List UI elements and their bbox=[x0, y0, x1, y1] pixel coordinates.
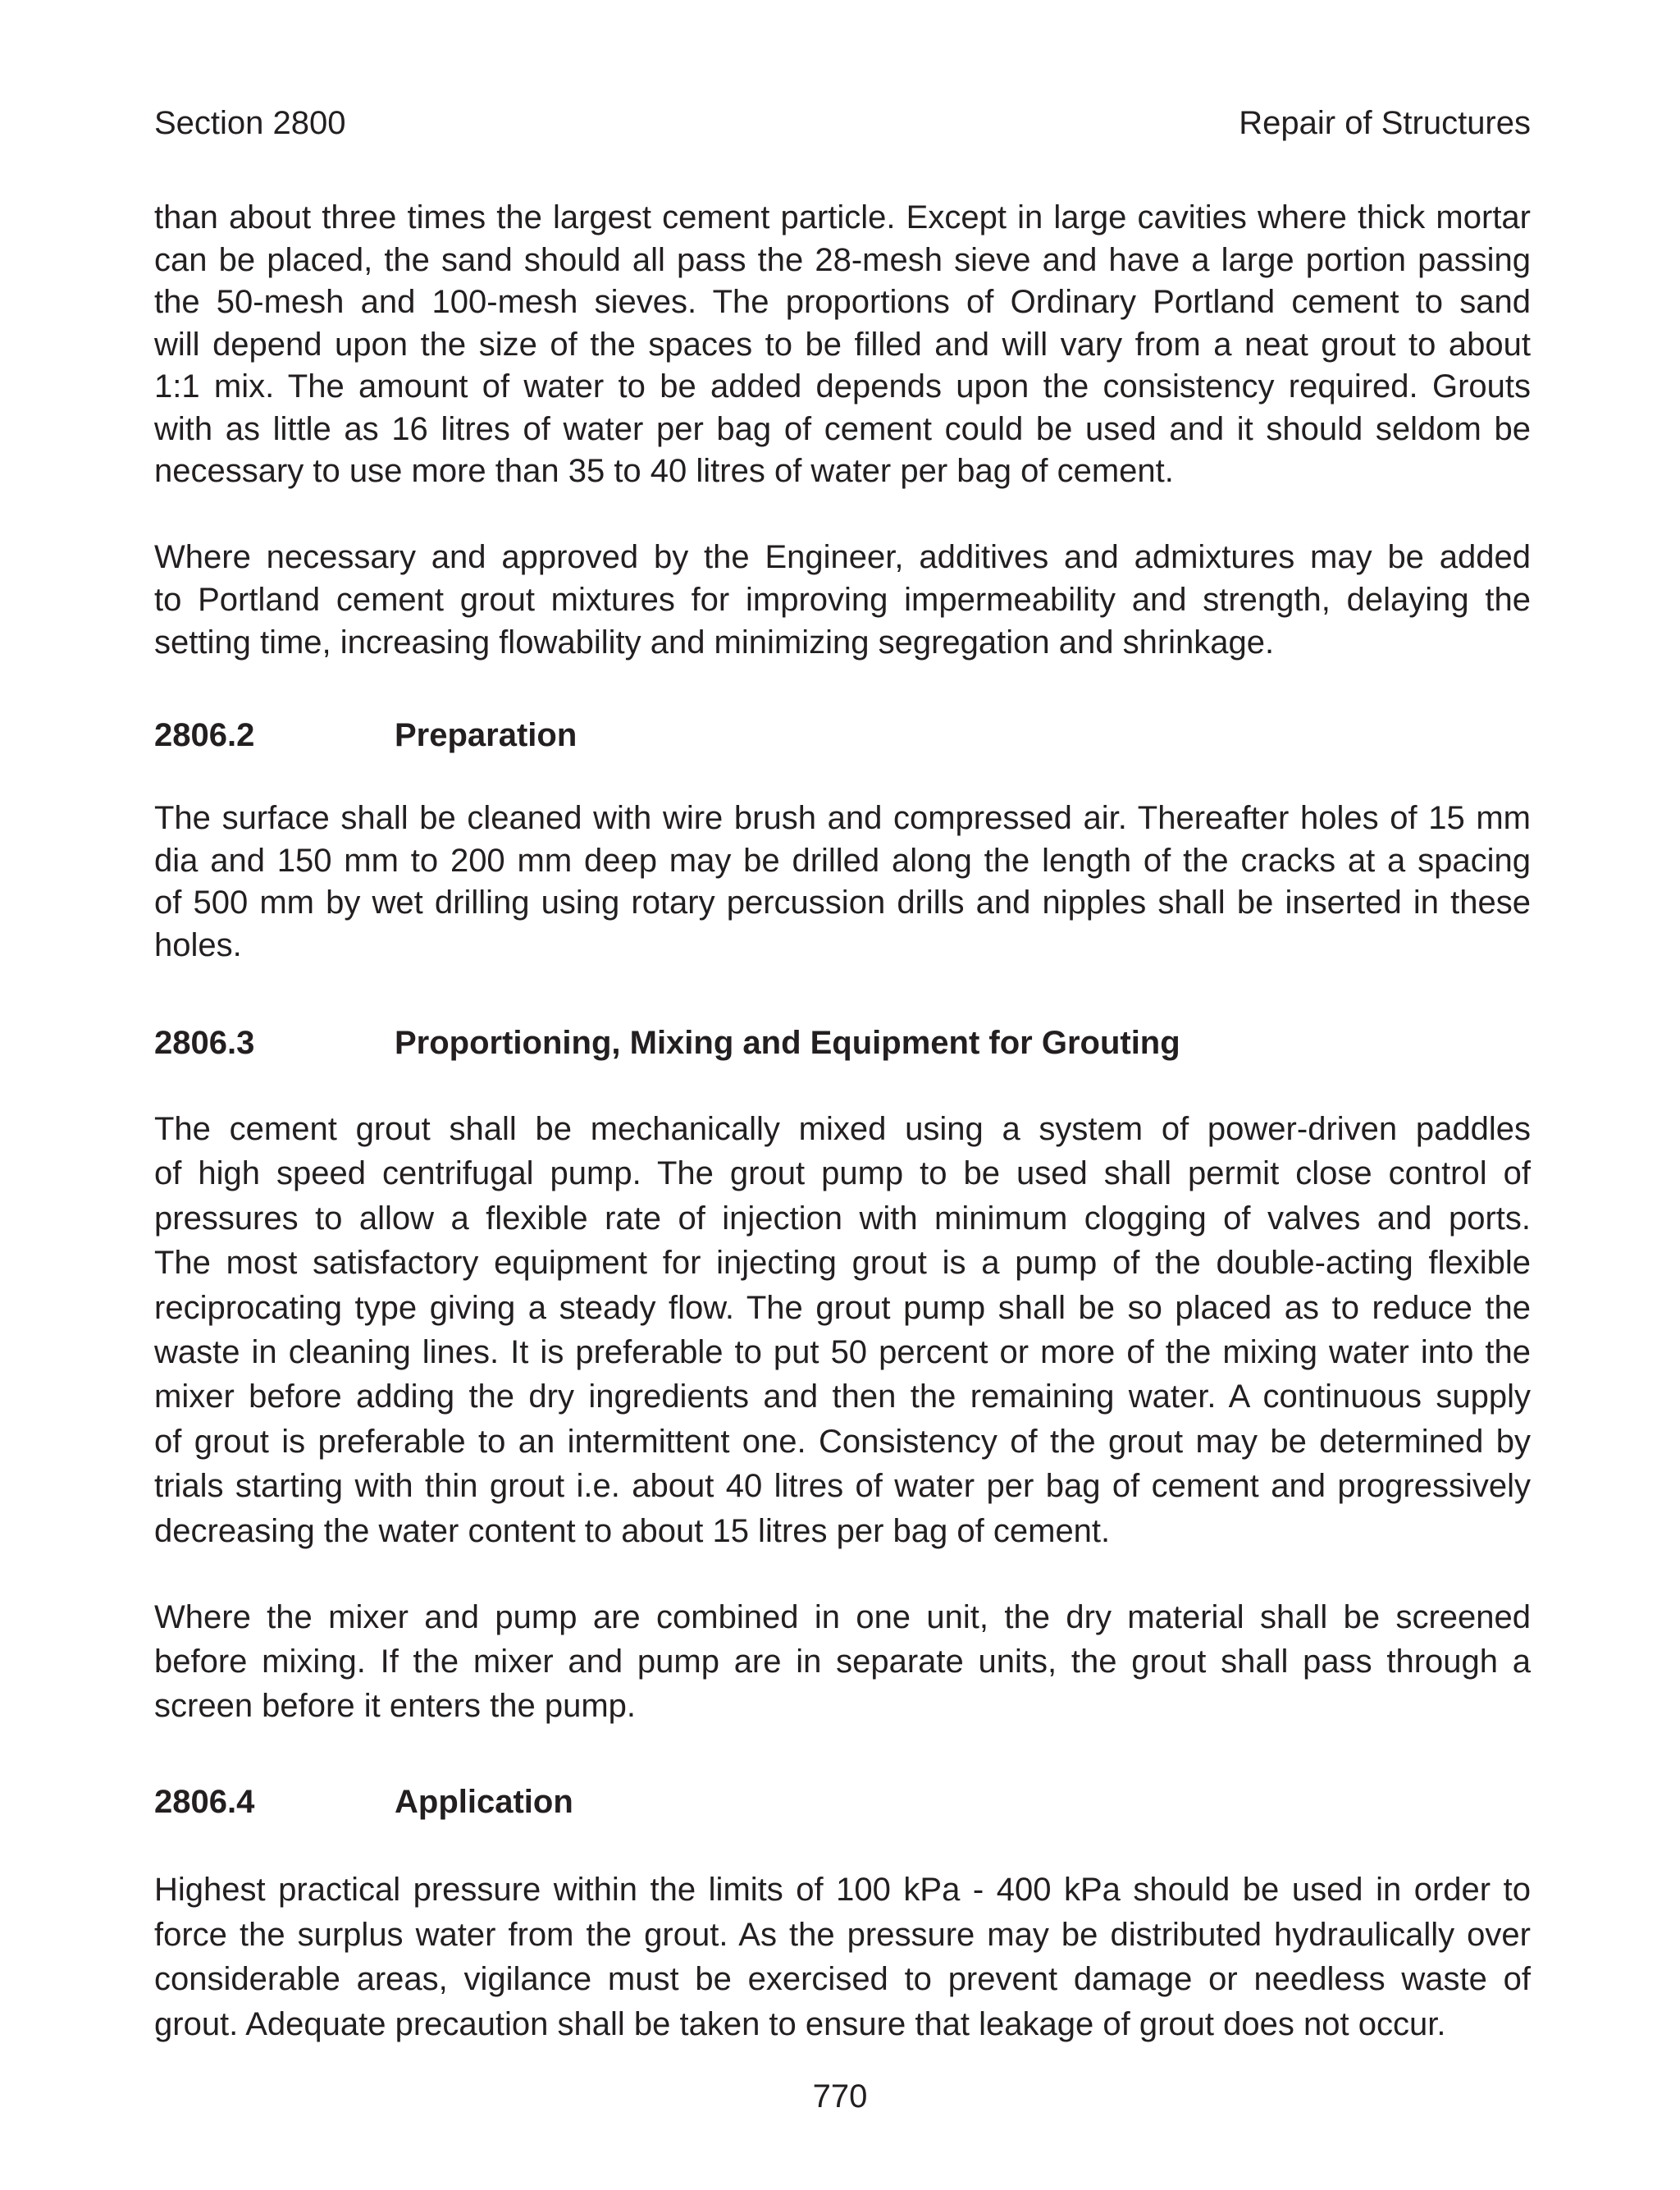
paragraph bbox=[154, 1596, 1531, 1728]
running-header-section: Section 2800 bbox=[154, 105, 346, 141]
section-number: 2806.2 bbox=[154, 717, 255, 753]
text-line: force the surplus water from the grout. As the pressure may be distributed hydraulically over bbox=[154, 1916, 1531, 1953]
text-line: holes. bbox=[154, 927, 242, 964]
running-header-title: Repair of Structures bbox=[1239, 105, 1531, 141]
section-number: 2806.3 bbox=[154, 1025, 255, 1061]
section-title: Preparation bbox=[395, 717, 578, 753]
section-number: 2806.4 bbox=[154, 1784, 255, 1820]
paragraph bbox=[154, 536, 1531, 664]
text-line: Where the mixer and pump are combined in one unit, the dry material shall be screened bbox=[154, 1599, 1531, 1635]
text-line: screen before it enters the pump. bbox=[154, 1687, 636, 1724]
section-title: Application bbox=[395, 1784, 573, 1820]
section-heading bbox=[154, 1781, 1531, 1823]
text-line: before mixing. If the mixer and pump are in separate units, the grout shall pass through a bbox=[154, 1643, 1531, 1680]
text-line: can be placed, the sand should all pass the 28-mesh sieve and have a large portion passing bbox=[154, 241, 1531, 278]
paragraph bbox=[154, 197, 1531, 493]
text-line: The most satisfactory equipment for injecting grout is a pump of the double-acting flexible bbox=[154, 1245, 1531, 1282]
text-line: dia and 150 mm to 200 mm deep may be drilled along the length of the cracks at a spacing bbox=[154, 842, 1531, 879]
paragraph bbox=[154, 1868, 1531, 2046]
section-heading bbox=[154, 714, 1531, 757]
text-line: with as little as 16 litres of water per bag of cement could be used and it should seldom be bbox=[154, 410, 1531, 447]
paragraph bbox=[154, 798, 1531, 967]
section-heading bbox=[154, 1022, 1531, 1064]
text-line: the 50-mesh and 100-mesh sieves. The proportions of Ordinary Portland cement to sand bbox=[154, 284, 1531, 320]
text-line: of grout is preferable to an intermittent one. Consistency of the grout may be determined by bbox=[154, 1423, 1531, 1460]
page-number: 770 bbox=[812, 2078, 868, 2115]
text-line: mixer before adding the dry ingredients and then the remaining water. A continuous supply bbox=[154, 1378, 1531, 1415]
text-line: will depend upon the size of the spaces to be filled and will vary from a neat grout to about bbox=[154, 326, 1531, 363]
text-line: reciprocating type giving a steady flow. The grout pump shall be so placed as to reduce the bbox=[154, 1289, 1531, 1326]
text-line: waste in cleaning lines. It is preferable to put 50 percent or more of the mixing water into the bbox=[154, 1334, 1531, 1371]
text-line: of high speed centrifugal pump. The grout pump to be used shall permit close control of bbox=[154, 1155, 1531, 1192]
text-line: of 500 mm by wet drilling using rotary percussion drills and nipples shall be inserted in these bbox=[154, 885, 1531, 921]
text-line: The surface shall be cleaned with wire brush and compressed air. Thereafter holes of 15 mm bbox=[154, 800, 1531, 836]
text-line: to Portland cement grout mixtures for improving impermeability and strength, delaying the bbox=[154, 582, 1531, 618]
text-line: decreasing the water content to about 15 litres per bag of cement. bbox=[154, 1512, 1111, 1549]
text-line: than about three times the largest cement particle. Except in large cavities where thick mortar bbox=[154, 199, 1531, 235]
text-line: Highest practical pressure within the limits of 100 kPa - 400 kPa should be used in order to bbox=[154, 1872, 1531, 1908]
text-line: 1:1 mix. The amount of water to be added depends upon the consistency required. Grouts bbox=[154, 368, 1531, 405]
text-line: trials starting with thin grout i.e. about 40 litres of water per bag of cement and progressively bbox=[154, 1468, 1531, 1505]
paragraph bbox=[154, 1107, 1531, 1553]
text-line: The cement grout shall be mechanically mixed using a system of power-driven paddles bbox=[154, 1111, 1531, 1147]
text-line: necessary to use more than 35 to 40 litres of water per bag of cement. bbox=[154, 453, 1174, 489]
text-line: Where necessary and approved by the Engineer, additives and admixtures may be added bbox=[154, 539, 1531, 575]
text-line: pressures to allow a flexible rate of injection with minimum clogging of valves and ports. bbox=[154, 1200, 1531, 1237]
text-line: considerable areas, vigilance must be exercised to prevent damage or needless waste of bbox=[154, 1961, 1531, 1998]
text-line: setting time, increasing flowability and minimizing segregation and shrinkage. bbox=[154, 624, 1275, 661]
section-title: Proportioning, Mixing and Equipment for Grouting bbox=[395, 1025, 1180, 1061]
text-line: grout. Adequate precaution shall be taken to ensure that leakage of grout does not occur. bbox=[154, 2005, 1446, 2042]
